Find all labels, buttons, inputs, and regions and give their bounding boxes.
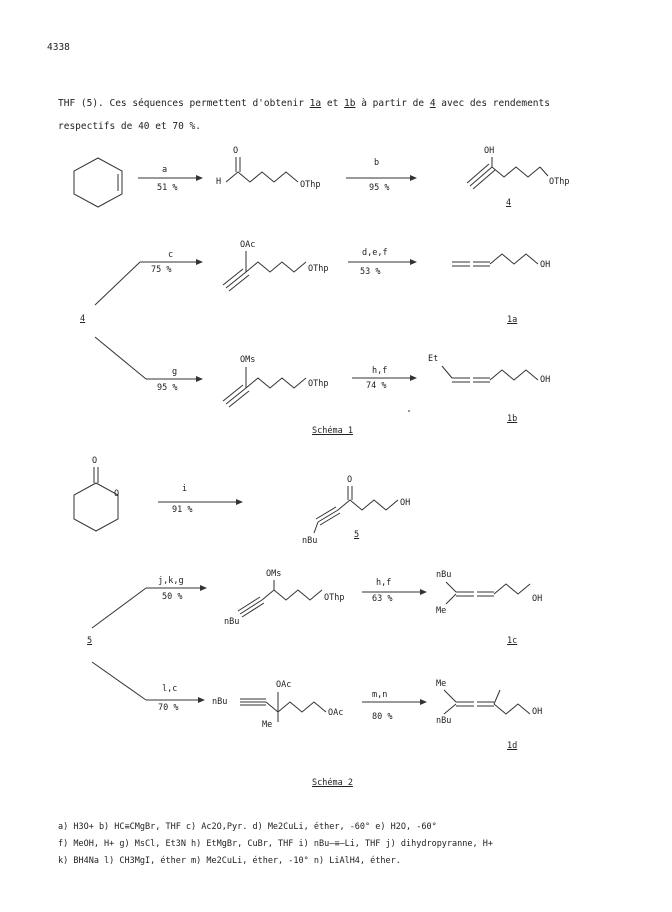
arrow-def-head (410, 259, 417, 265)
cmp5-o-label: O (347, 475, 353, 485)
step-i-reagent: i (182, 484, 188, 494)
branch5-upper (92, 588, 146, 628)
step-jkg-reagent: j,k,g (158, 576, 184, 586)
intro-text: et (321, 98, 345, 109)
intro-text: avec des rendements (435, 98, 550, 109)
step-def-reagent: d,e,f (362, 248, 388, 258)
oac-othp-label: OThp (308, 264, 329, 274)
s2-oms-nbu-label: nBu (224, 617, 240, 627)
cmp5-nbu-bond (314, 522, 318, 533)
p1d-me-bond (444, 690, 456, 702)
step-s2-hf-yield: 63 % (372, 594, 393, 604)
start-5-number: 5 (87, 636, 93, 646)
branch-upper (95, 262, 140, 305)
cmp4-othp-bond (540, 167, 548, 176)
p1c-nbu-bond (446, 582, 456, 592)
aldehyde-h-label: H (216, 177, 222, 187)
p1d-ethyl-bond (494, 690, 500, 704)
step-mn-reagent: m,n (372, 690, 388, 700)
p1a-oh-label: OH (540, 260, 551, 270)
aldehyde-o-label: O (233, 146, 239, 156)
p1d-nbu-label: nBu (436, 716, 452, 726)
s2-oms-alkyne-2 (238, 597, 260, 611)
step-a-yield: 51 % (157, 183, 178, 193)
arrow-hf-head (410, 375, 417, 381)
s2-oac2-label: OAc (328, 708, 344, 718)
p1c-number: 1c (507, 636, 518, 646)
step-g-yield: 95 % (157, 383, 178, 393)
compound-ref-4: 4 (429, 98, 436, 109)
oac-label: OAc (240, 240, 256, 250)
arrow-b-head (410, 175, 417, 181)
lactone-carbonyl-o: O (92, 456, 98, 466)
p1b-oh-label: OH (540, 375, 551, 385)
step-i-yield: 91 % (172, 505, 193, 515)
cmp4-chain (492, 167, 540, 177)
step-hf-reagent: h,f (372, 366, 388, 376)
step-jkg-yield: 50 % (162, 592, 183, 602)
lactone-ring-o: O (114, 489, 120, 499)
oac-chain (246, 262, 306, 272)
cmp5-oh-label: OH (400, 498, 411, 508)
lactone-ring (74, 483, 118, 531)
arrow-i-head (236, 499, 243, 505)
step-b-reagent: b (374, 158, 380, 168)
p1c-me-label: Me (436, 606, 447, 616)
arrow-mn-head (420, 699, 427, 705)
step-c-reagent: c (168, 250, 174, 260)
cmp4-alkyne-3 (473, 170, 495, 189)
p1b-chain (490, 370, 538, 380)
compound-ref-1a: 1a (309, 98, 322, 109)
p1d-nbu-bond (444, 704, 456, 714)
step-lc-yield: 70 % (158, 703, 179, 713)
cmp4-othp-label: OThp (549, 177, 570, 187)
footnote-line-3: k) BH4Na l) CH3MgI, éther m) Me2CuLi, éther, -10° n) LiAlH4, éther. (58, 856, 401, 866)
s2-oms-othp-label: OThp (324, 593, 345, 603)
intro-text: à partir de (355, 98, 430, 109)
oms-othp-label: OThp (308, 379, 329, 389)
cmp4-number: 4 (506, 198, 512, 208)
cmp5-number: 5 (354, 530, 360, 540)
arrow-lc-head (198, 697, 205, 703)
p1a-number: 1a (507, 315, 518, 325)
arrow-g-head (196, 376, 203, 382)
page-number: 4338 (47, 42, 70, 53)
arrow-jkg-head (200, 585, 207, 591)
cmp5-chain (338, 500, 398, 510)
p1a-chain (490, 254, 538, 264)
cmp4-alkyne-2 (467, 164, 489, 183)
dihydropyran-ring (74, 158, 122, 207)
step-s2-hf-reagent: h,f (376, 578, 392, 588)
p1b-number: 1b (507, 414, 518, 424)
s2-me-label: Me (262, 720, 273, 730)
oms-chain (246, 378, 306, 388)
footnote-line-1: a) H3O+ b) HC≡CMgBr, THF c) Ac2O,Pyr. d) Me2CuLi, éther, -60° e) H2O, -60° (58, 822, 437, 832)
s2-oms-alkyne-1 (240, 600, 262, 614)
step-c-yield: 75 % (151, 265, 172, 275)
s2-oms-alkyne-3 (242, 603, 264, 617)
p1c-oh-label: OH (532, 594, 543, 604)
start-4-number: 4 (80, 314, 86, 324)
p1d-number: 1d (507, 741, 518, 751)
s2-nbu-label: nBu (212, 697, 228, 707)
p1c-nbu-label: nBu (436, 570, 452, 580)
arrow-a-head (196, 175, 203, 181)
cmp4-alkyne-1 (470, 167, 492, 186)
branch-lower (95, 337, 146, 379)
step-hf-yield: 74 % (366, 381, 387, 391)
s2-oms-chain (262, 590, 322, 600)
footnote-line-2: f) MeOH, H+ g) MsCl, Et3N h) EtMgBr, CuBr, THF i) nBu–≡–Li, THF j) dihydropyranne, H+ (58, 839, 493, 849)
compound-ref-1b: 1b (344, 98, 356, 109)
s2-oac-label: OAc (276, 680, 292, 690)
s2-oms-label: OMs (266, 569, 282, 579)
oms-label: OMs (240, 355, 256, 365)
p1c-chain (494, 584, 530, 594)
s2-oac-chain (266, 702, 326, 712)
step-mn-yield: 80 % (372, 712, 393, 722)
intro-text: THF (5). Ces séquences permettent d'obtenir (58, 98, 310, 109)
cmp5-nbu-label: nBu (302, 536, 318, 546)
step-g-reagent: g (172, 367, 178, 377)
step-def-yield: 53 % (360, 267, 381, 277)
step-lc-reagent: l,c (162, 684, 178, 694)
arrow-s2-hf-head (420, 589, 427, 595)
intro-line-2: respectifs de 40 et 70 %. (58, 121, 201, 132)
p1b-et-label: Et (428, 354, 439, 364)
aldehyde-othp-label: OThp (300, 180, 321, 190)
scheme1-caption: Schéma 1 (312, 426, 353, 436)
cmp4-oh-label: OH (484, 146, 495, 156)
arrow-c-head (196, 259, 203, 265)
p1b-et-bond (442, 366, 452, 378)
aldehyde-chain (226, 172, 298, 182)
scheme2-caption: Schéma 2 (312, 778, 353, 788)
p1d-chain (494, 704, 530, 714)
p1d-me-label: Me (436, 679, 447, 689)
step-a-reagent: a (162, 165, 168, 175)
p1d-oh-label: OH (532, 707, 543, 717)
p1c-me-bond (446, 594, 456, 604)
step-b-yield: 95 % (369, 183, 390, 193)
branch5-lower (92, 662, 146, 700)
